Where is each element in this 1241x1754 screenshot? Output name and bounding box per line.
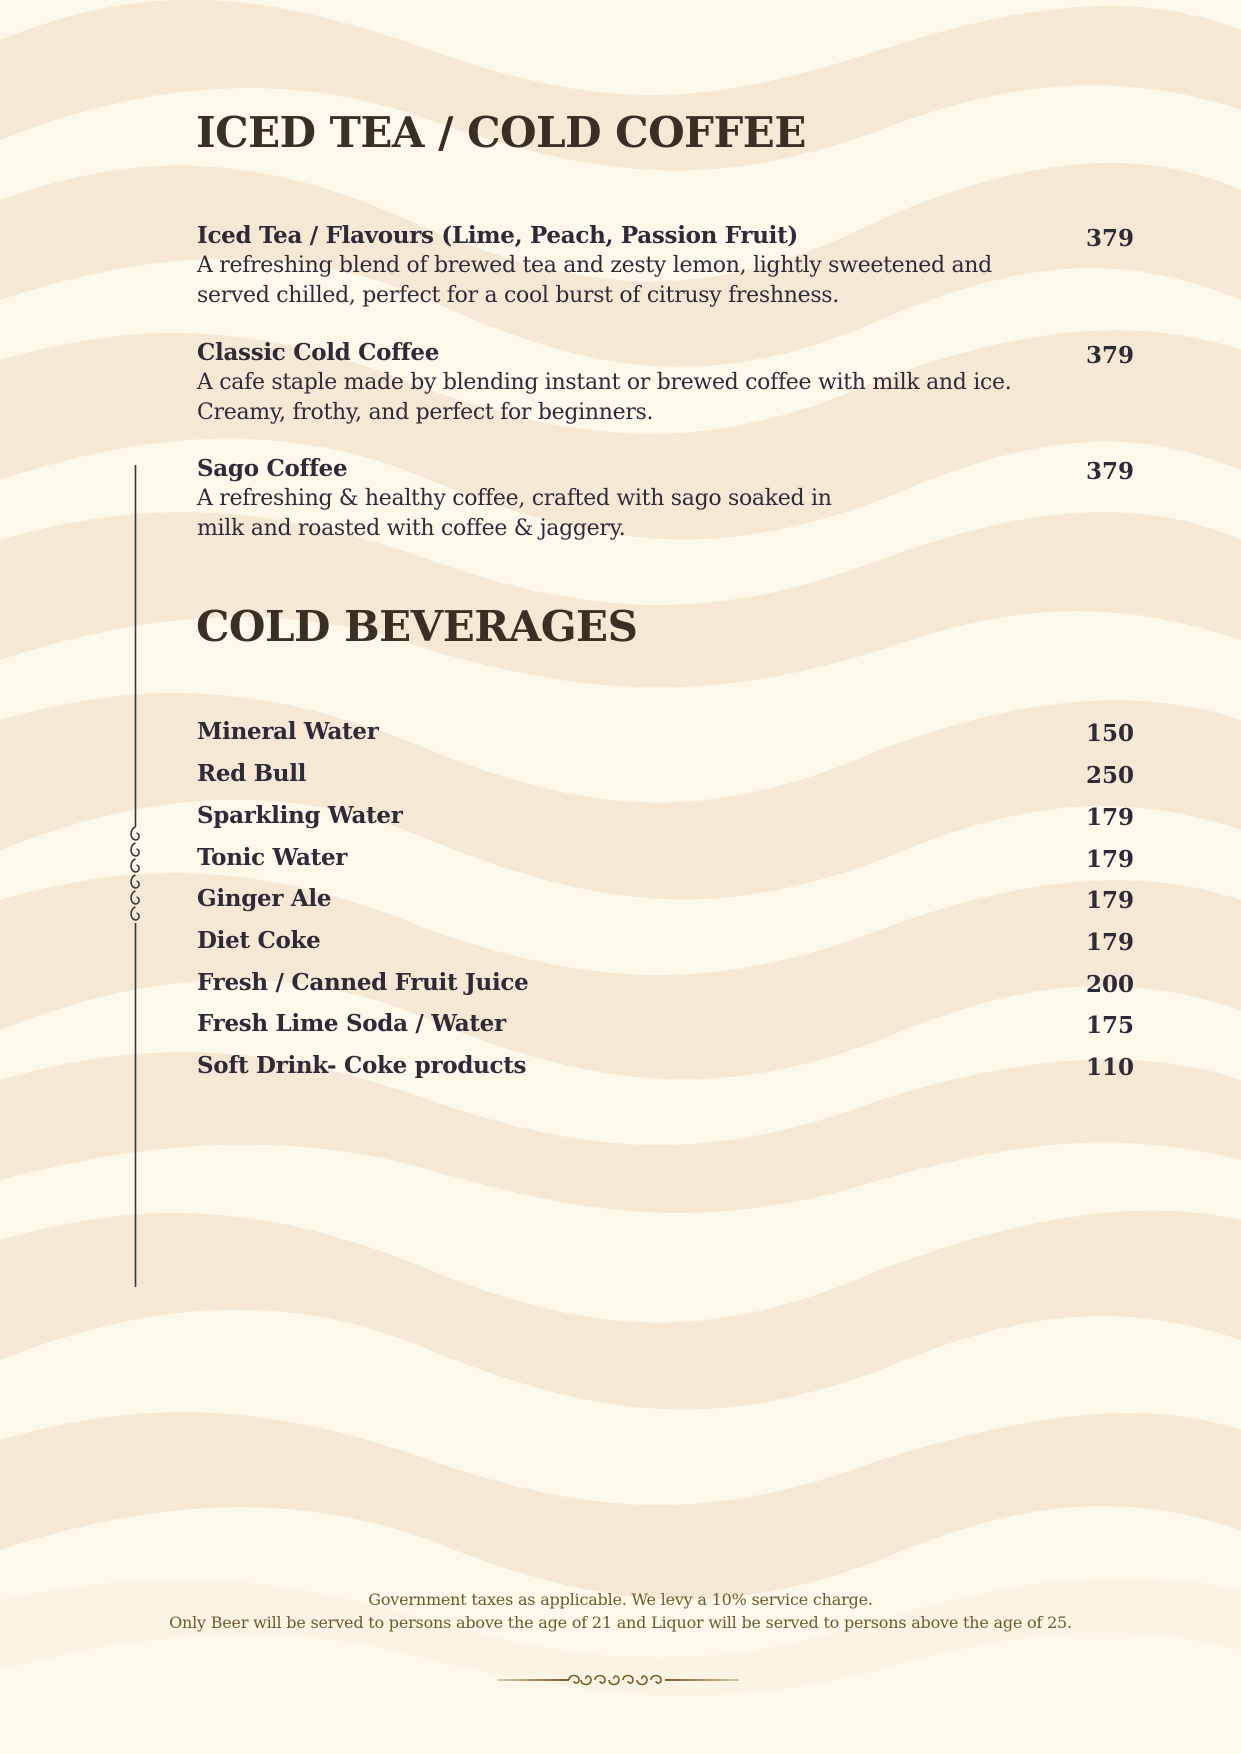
menu-item-name: Iced Tea / Flavours (Lime, Peach, Passion Fruit) [197,222,799,249]
menu-item-description [197,368,1047,428]
menu-item-price: 379 [1085,225,1134,252]
menu-item-description [197,251,1047,311]
side-rule-ornament [122,465,152,1290]
scroll-divider-icon [497,1668,739,1692]
description-line: A refreshing & healthy coffee, crafted with sago soaked in [197,486,832,511]
beverage-price: 179 [1085,846,1134,873]
menu-item-name: Sago Coffee [197,455,348,482]
description-line: Creamy, frothy, and perfect for beginners. [197,400,654,425]
beverage-price: 179 [1085,929,1134,956]
beverage-price: 179 [1085,887,1134,914]
beverage-name: Diet Coke [197,927,321,954]
beverage-price: 200 [1085,971,1134,998]
beverage-price: 179 [1085,804,1134,831]
beverage-price: 110 [1085,1054,1134,1081]
beverage-name: Fresh Lime Soda / Water [197,1010,506,1037]
menu-item-price: 379 [1085,458,1134,485]
beverage-price: 175 [1085,1012,1134,1039]
section-title-cold-beverages: COLD BEVERAGES [196,602,638,651]
description-line: A refreshing blend of brewed tea and zesty lemon, lightly sweetened and [197,253,992,278]
description-line: served chilled, perfect for a cool burst of citrusy freshness. [197,283,839,308]
description-line: A cafe staple made by blending instant or brewed coffee with milk and ice. [197,370,1012,395]
beverage-name: Red Bull [197,760,307,787]
section-title-iced-tea: ICED TEA / COLD COFFEE [196,108,806,157]
beverage-price: 150 [1085,720,1134,747]
scroll-flourish-icon [131,827,139,920]
menu-item-name: Classic Cold Coffee [197,339,440,366]
beverage-name: Sparkling Water [197,802,403,829]
beverage-price: 250 [1085,762,1134,789]
menu-item-price: 379 [1085,342,1134,369]
beverage-name: Fresh / Canned Fruit Juice [197,969,529,996]
footer-tax-note: Government taxes as applicable. We levy a 10% service charge. [368,1590,873,1609]
beverage-name: Mineral Water [197,718,379,745]
menu-item-description [197,484,1047,544]
description-line: milk and roasted with coffee & jaggery. [197,516,626,541]
beverage-name: Soft Drink- Coke products [197,1052,527,1079]
beverage-name: Ginger Ale [197,885,332,912]
footer-age-note: Only Beer will be served to persons above the age of 21 and Liquor will be served to persons above the age of 25. [169,1613,1072,1632]
beverage-name: Tonic Water [197,844,348,871]
